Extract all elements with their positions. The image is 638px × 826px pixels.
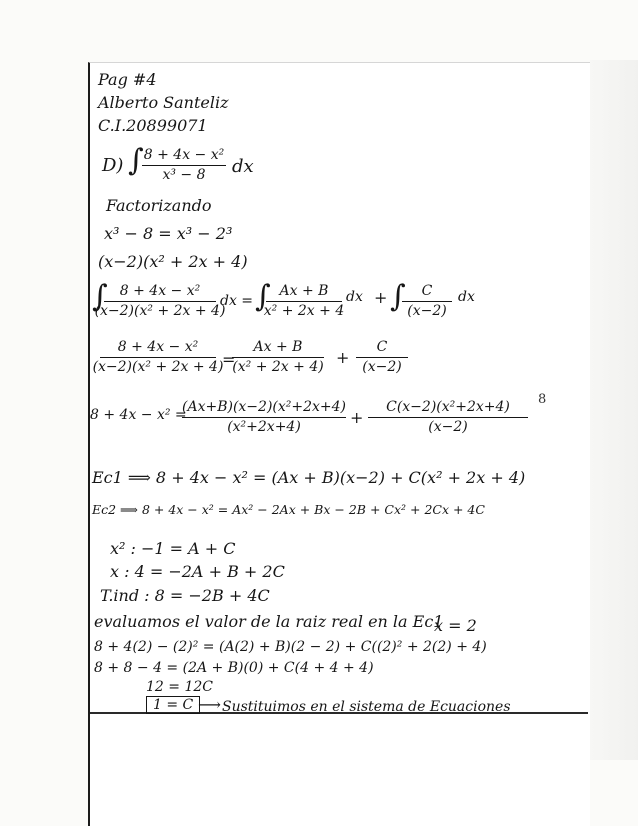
page-edge-shadow [590, 60, 638, 760]
fraction-denominator: (x−2) [362, 359, 402, 376]
fraction-bar [368, 417, 528, 418]
arrow-icon: ⟶ [198, 695, 221, 714]
integral-fraction-1 [94, 283, 226, 320]
author-name: Alberto Santeliz [98, 93, 229, 112]
factor-title: Factorizando [106, 196, 212, 215]
fraction-denominator: x² + 2x + 4 [263, 303, 345, 320]
system-x: x : 4 = −2A + B + 2C [110, 562, 285, 581]
fraction-bar [356, 357, 408, 358]
fraction-denominator: (x−2)(x² + 2x + 4) [92, 359, 224, 376]
plus-sign: + [350, 408, 364, 427]
fraction-denominator: (x−2)(x² + 2x + 4) [94, 303, 226, 320]
fraction-numerator: (Ax+B)(x−2)(x²+2x+4) [182, 399, 347, 415]
boxed-result: 1 = C [146, 696, 200, 714]
plus-sign: + [336, 348, 350, 367]
factor-line-1: x³ − 8 = x³ − 2³ [104, 224, 233, 243]
evaluate-note: evaluamos el valor de la raiz real en la Ec1 [94, 612, 444, 631]
root-value: x = 2 [434, 616, 477, 635]
integral-fraction-3 [402, 284, 452, 320]
equals-sign: = [222, 350, 236, 369]
problem-dx: dx [232, 156, 254, 177]
fraction-numerator: C(x−2)(x²+2x+4) [386, 399, 510, 415]
evaluation-line-2: 8 + 8 − 4 = (2A + B)(0) + C(4 + 4 + 4) [94, 660, 374, 676]
system-independent: T.ind : 8 = −2B + 4C [100, 586, 270, 605]
fraction-denominator: (x² + 2x + 4) [232, 359, 324, 376]
fraction-numerator: Ax + B [253, 339, 303, 355]
fraction-numerator: Ax + B [279, 283, 329, 299]
rational-fraction-2 [232, 340, 324, 376]
substitute-note: Sustituimos en el sistema de Ecuaciones [222, 699, 511, 715]
integral-sign: ∫ [128, 143, 144, 178]
evaluation-line-3: 12 = 12C [146, 679, 213, 695]
fraction-bar [100, 357, 216, 358]
fraction-denominator: (x²+2x+4) [227, 419, 301, 436]
integral-sign: ∫ [255, 279, 271, 314]
fraction-numerator: C [421, 283, 433, 299]
system-x2: x² : −1 = A + C [110, 539, 236, 558]
fraction-numerator: C [376, 339, 388, 355]
page-number: Pag #4 [98, 70, 157, 89]
fraction-bar [402, 301, 452, 302]
equation-2: Ec2 ⟹ 8 + 4x − x² = Ax² − 2Ax + Bx − 2B + Cx² + 2Cx + 4C [92, 502, 485, 517]
student-id: C.I.20899071 [98, 116, 208, 135]
mult-left-side: 8 + 4x − x² = [90, 407, 187, 423]
fraction-bar [232, 357, 324, 358]
integral-sign: ∫ [92, 279, 108, 314]
rational-fraction-1 [92, 339, 224, 376]
fraction-numerator: 8 + 4x − x² [119, 283, 201, 299]
equation-1: Ec1 ⟹ 8 + 4x − x² = (Ax + B)(x−2) + C(x² + 2x + 4) [92, 468, 526, 487]
dx-label: dx [346, 289, 363, 305]
factor-line-2: (x−2)(x² + 2x + 4) [98, 252, 248, 271]
margin-mark: 8 [538, 392, 547, 407]
problem-numerator: 8 + 4x − x² [143, 147, 225, 163]
mult-fraction-1 [182, 400, 346, 436]
problem-denominator: x³ − 8 [162, 167, 206, 184]
fraction-numerator: 8 + 4x − x² [117, 339, 199, 355]
mult-fraction-2 [368, 400, 528, 436]
fraction-denominator: (x−2) [428, 419, 468, 436]
fraction-denominator: (x−2) [407, 303, 447, 320]
plus-sign: + [374, 288, 388, 307]
problem-label: D) [102, 155, 124, 176]
dx-label: dx [458, 289, 475, 305]
evaluation-line-1: 8 + 4(2) − (2)² = (A(2) + B)(2 − 2) + C((2)² + 2(2) + 4) [94, 639, 487, 655]
dx-equals: dx = [220, 293, 254, 309]
rational-fraction-3 [356, 340, 408, 376]
integral-fraction-2 [263, 283, 345, 320]
fraction-bar [104, 301, 216, 302]
fraction-bar [182, 417, 346, 418]
fraction-bar [266, 301, 342, 302]
problem-fraction [142, 148, 226, 184]
fraction-bar [142, 165, 226, 166]
integral-sign: ∫ [390, 279, 406, 314]
